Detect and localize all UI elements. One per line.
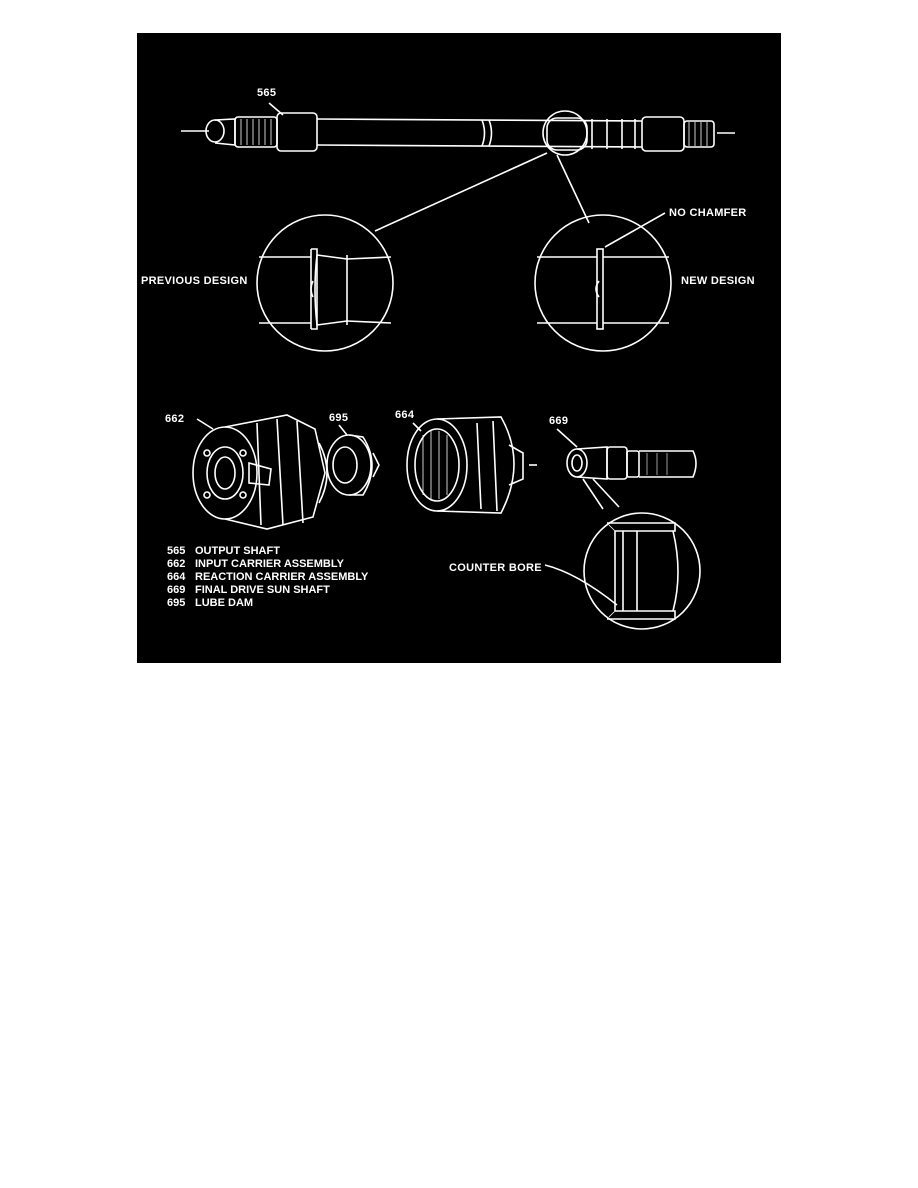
legend-row	[167, 597, 368, 610]
reaction-carrier-drawing	[407, 417, 537, 513]
reaction-carrier-number: 664	[395, 409, 415, 421]
input-carrier-drawing	[193, 415, 327, 529]
new-design-detail	[535, 215, 671, 351]
legend-number: 565	[167, 545, 186, 557]
lube-dam-number: 695	[329, 412, 349, 424]
diagram-figure	[137, 33, 781, 663]
previous-design-label: PREVIOUS DESIGN	[141, 275, 248, 287]
sun-shaft-number: 669	[549, 415, 569, 427]
no-chamfer-label: NO CHAMFER	[669, 207, 747, 219]
legend-row	[167, 571, 368, 584]
legend-number: 669	[167, 584, 186, 596]
input-carrier-number: 662	[165, 413, 185, 425]
legend-number: 664	[167, 571, 186, 583]
legend-text: REACTION CARRIER ASSEMBLY	[195, 571, 369, 583]
new-design-label: NEW DESIGN	[681, 275, 755, 287]
legend-text: FINAL DRIVE SUN SHAFT	[195, 584, 330, 596]
legend-text: INPUT CARRIER ASSEMBLY	[195, 558, 344, 570]
legend-row	[167, 558, 368, 571]
sun-shaft-drawing	[567, 447, 696, 479]
output-shaft-number: 565	[257, 87, 277, 99]
output-shaft	[181, 111, 735, 155]
counter-bore-label: COUNTER BORE	[449, 562, 542, 574]
legend-row	[167, 545, 368, 558]
lube-dam-drawing	[327, 435, 379, 495]
legend-text: LUBE DAM	[195, 597, 254, 609]
legend-number: 662	[167, 558, 186, 570]
counter-bore-detail	[584, 513, 700, 629]
legend-text: OUTPUT SHAFT	[195, 545, 280, 557]
previous-design-detail	[257, 215, 393, 351]
legend-number: 695	[167, 597, 186, 609]
legend-row	[167, 584, 368, 597]
parts-legend	[167, 545, 368, 610]
